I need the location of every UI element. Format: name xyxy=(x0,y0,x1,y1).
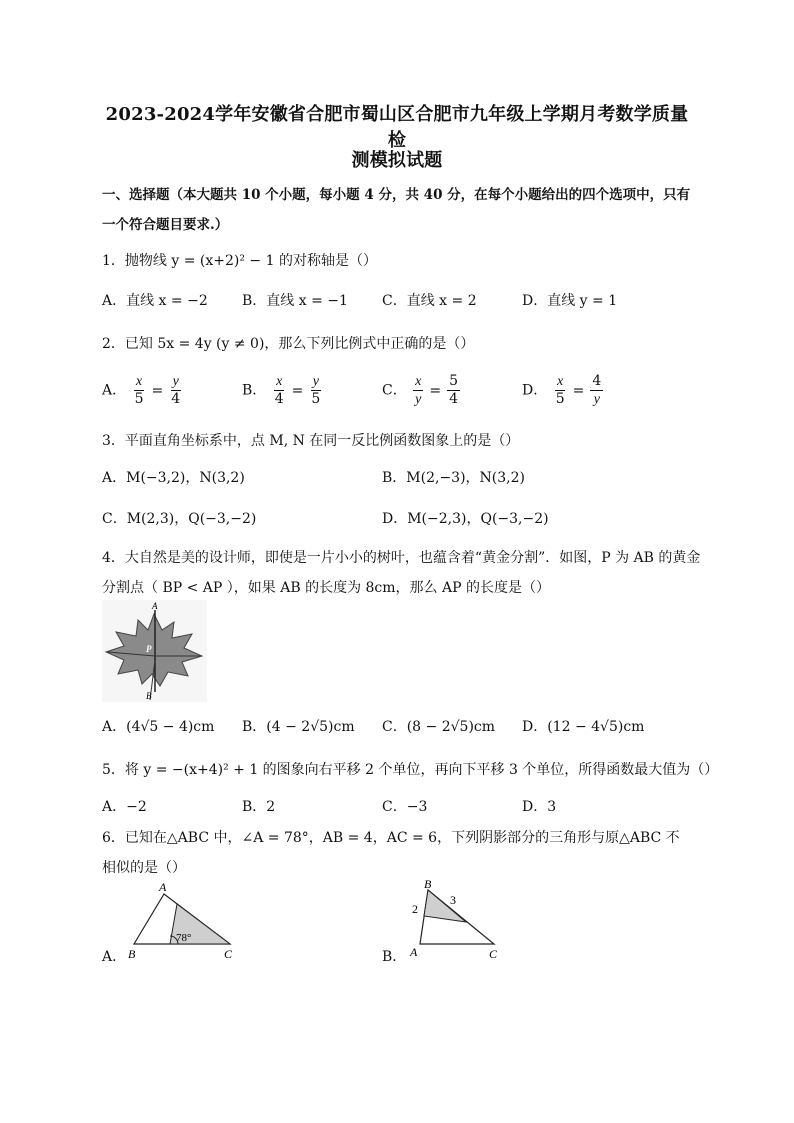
question-4-stem-line1: 4．大自然是美的设计师，即使是一片小小的树叶，也蕴含着“黄金分割”．如图，P 为 AB 的黄金 xyxy=(102,550,701,566)
fig-b-label-c: C xyxy=(489,947,498,961)
q2b-right-denominator: 5 xyxy=(311,391,321,407)
question-1-stem: 1．抛物线 y = (x+2)² − 1 的对称轴是（） xyxy=(102,253,377,269)
q2d-right-denominator: y xyxy=(593,392,600,407)
question-3-stem: 3．平面直角坐标系中，点 M, N 在同一反比例函数图象上的是（） xyxy=(102,433,520,449)
q2-option-a-label: A． xyxy=(102,382,127,399)
section-heading-line2: 一个符合题目要求.） xyxy=(102,217,229,233)
q2b-left-denominator: 4 xyxy=(274,391,284,407)
fig-b-label-b: B xyxy=(424,877,432,891)
q4-option-c[interactable]: C．(8 − 2√5)cm xyxy=(382,719,496,735)
q1-option-d[interactable]: D．直线 y = 1 xyxy=(522,293,618,309)
fig-a-label-a: A xyxy=(159,880,167,894)
question-4-stem-line2: 分割点（ BP < AP ），如果 AB 的长度为 8cm，那么 AP 的长度是（） xyxy=(102,580,550,596)
q4-option-b[interactable]: B．(4 − 2√5)cm xyxy=(242,719,355,735)
q2d-right-numerator: 4 xyxy=(592,373,602,389)
q6-option-a-label[interactable]: A． xyxy=(102,949,127,965)
fig-a-angle-label: 78° xyxy=(176,932,192,944)
fig-b-side-label-2: 2 xyxy=(412,902,418,916)
section-heading-line1: 一、选择题（本大题共 10 个小题，每小题 4 分，共 40 分，在每个小题给出的四个选项中，只有 xyxy=(102,187,691,203)
q2-option-d-label: D． xyxy=(522,382,548,399)
q2-option-b[interactable]: B． $\frac{x}{4}$ = $\frac{y}{5}$ xyxy=(242,374,321,407)
q2d-left-denominator: 5 xyxy=(555,391,565,407)
q4-option-a[interactable]: A．(4√5 − 4)cm xyxy=(102,719,215,735)
q3-option-c[interactable]: C．M(2,3)，Q(−3,−2) xyxy=(102,511,257,527)
q2a-left-numerator: x xyxy=(135,374,143,389)
q3-option-d[interactable]: D．M(−2,3)，Q(−3,−2) xyxy=(382,511,549,527)
fig-b-side-label-3: 3 xyxy=(450,893,456,907)
fig-a-label-c: C xyxy=(224,947,233,961)
q3-option-a[interactable]: A．M(−3,2)，N(3,2) xyxy=(102,470,245,486)
q2a-left-denominator: 5 xyxy=(134,391,144,407)
q2-option-d[interactable]: D． $\frac{x}{5}$ = $\frac{4}{y}$ xyxy=(522,373,602,407)
page-title-line2: 测模拟试题 xyxy=(351,150,443,171)
q6-option-a-figure[interactable] xyxy=(120,876,240,962)
q2-option-a[interactable]: A． $\frac{x}{5}$ = $\frac{y}{4}$ xyxy=(102,374,181,407)
q2a-right-denominator: 4 xyxy=(171,391,181,407)
q2c-right-denominator: 4 xyxy=(449,391,459,407)
q2d-left-numerator: x xyxy=(557,374,564,389)
q2c-left-denominator: y xyxy=(415,392,422,407)
q5-option-d[interactable]: D．3 xyxy=(522,799,557,815)
q6-option-b-label[interactable]: B． xyxy=(382,949,407,965)
page-title-line1: 2023-2024学年安徽省合肥市蜀山区合肥市九年级上学期月考数学质量检 xyxy=(105,104,689,151)
q1-option-a[interactable]: A．直线 x = −2 xyxy=(102,293,208,309)
q4-option-d[interactable]: D．(12 − 4√5)cm xyxy=(522,719,645,735)
q2-option-b-label: B． xyxy=(242,382,267,399)
q2b-left-numerator: x xyxy=(276,374,283,389)
q2-option-c[interactable]: C． $\frac{x}{y}$ = $\frac{5}{4}$ xyxy=(382,373,459,407)
q2c-left-numerator: x xyxy=(415,374,422,389)
q5-option-b[interactable]: B．2 xyxy=(242,799,276,815)
q5-option-c[interactable]: C．−3 xyxy=(382,799,428,815)
question-6-stem-line2: 相似的是（） xyxy=(102,860,186,876)
q1-option-c[interactable]: C．直线 x = 2 xyxy=(382,293,477,309)
leaf-label-b: B xyxy=(146,691,152,701)
leaf-label-p: P xyxy=(146,644,152,654)
q2a-right-numerator: y xyxy=(172,374,179,389)
q2c-right-numerator: 5 xyxy=(449,373,459,389)
question-6-stem-line1: 6．已知在△ABC 中，∠A = 78°，AB = 4，AC = 6，下列阴影部分的三角形与原△ABC 不 xyxy=(102,830,680,846)
question-5-stem: 5．将 y = −(x+4)² + 1 的图象向右平移 2 个单位，再向下平移 3 个单位，所得函数最大值为（） xyxy=(102,762,719,778)
q3-option-b[interactable]: B．M(2,−3)，N(3,2) xyxy=(382,470,525,486)
fig-a-label-b: B xyxy=(128,947,136,961)
q2-option-c-label: C． xyxy=(382,382,407,399)
leaf-figure xyxy=(102,600,207,702)
leaf-label-a: A xyxy=(152,601,158,611)
q6-option-b-figure[interactable] xyxy=(402,876,512,962)
fig-b-label-a: A xyxy=(410,945,418,959)
q2b-right-numerator: y xyxy=(312,374,319,389)
q5-option-a[interactable]: A．−2 xyxy=(102,799,147,815)
question-2-stem: 2．已知 5x = 4y (y ≠ 0)，那么下列比例式中正确的是（） xyxy=(102,336,475,352)
shaded-triangle-b xyxy=(424,890,466,922)
q1-option-b[interactable]: B．直线 x = −1 xyxy=(242,293,348,309)
